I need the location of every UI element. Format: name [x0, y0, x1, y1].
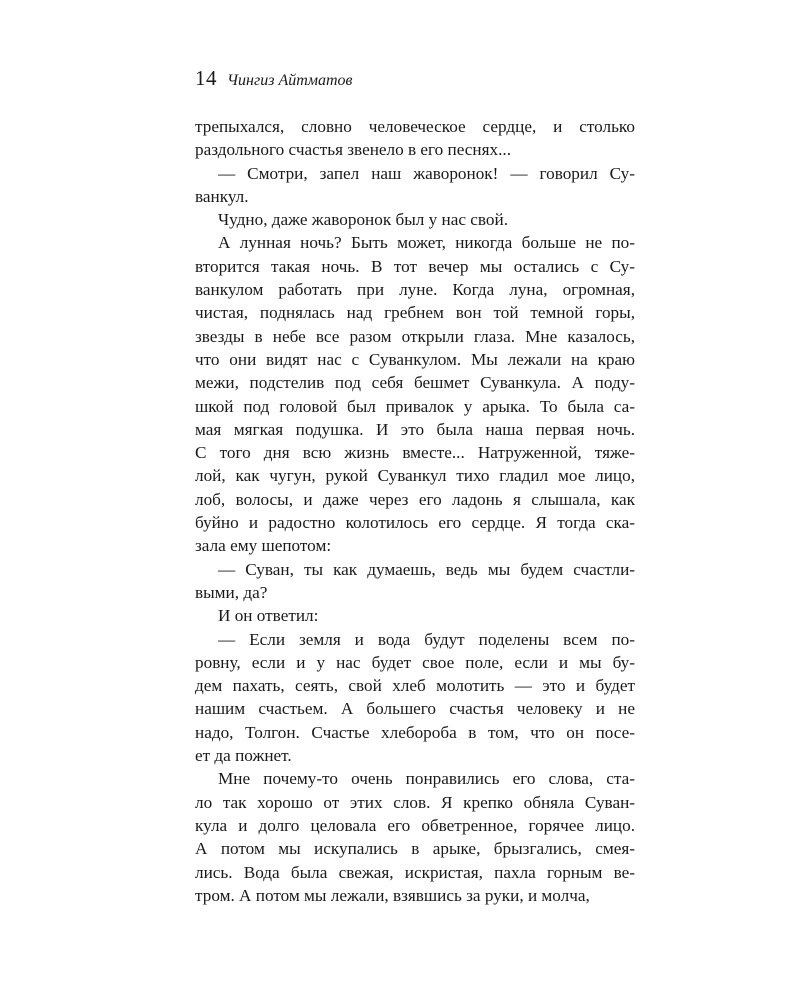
text-line: ванкулом работать при луне. Когда луна, огромная, — [195, 280, 635, 300]
paragraph — [195, 604, 635, 627]
paragraph — [195, 767, 635, 907]
text-line: И он ответил: — [218, 606, 319, 626]
paragraph — [195, 231, 635, 557]
paragraph — [195, 115, 635, 162]
text-line: — Суван, ты как думаешь, ведь мы будем счастли- — [218, 559, 635, 579]
body-text — [195, 115, 635, 907]
text-line: С того дня всю жизнь вместе... Натруженной, тяже- — [195, 443, 635, 463]
paragraph — [195, 162, 635, 209]
text-line: ло так хорошо от этих слов. Я крепко обняла Суван- — [195, 792, 635, 812]
page-number: 14 — [195, 66, 217, 90]
text-line: зала ему шепотом: — [195, 536, 332, 556]
text-line: ванкул. — [195, 186, 249, 206]
paragraph — [195, 628, 635, 768]
text-line: — Смотри, запел наш жаворонок! — говорил Су- — [218, 163, 635, 183]
text-line: А лунная ночь? Быть может, никогда больше не по- — [218, 233, 635, 253]
text-line: лоб, волосы, и даже через его ладонь я слышала, как — [195, 489, 635, 509]
text-line: — Если земля и вода будут поделены всем по- — [218, 629, 635, 649]
paragraph — [195, 558, 635, 605]
text-line: А потом мы искупались в арыке, брызгались, смея- — [195, 839, 635, 859]
paragraph — [195, 208, 635, 231]
text-line: что они видят нас с Суванкулом. Мы лежали на краю — [195, 349, 635, 369]
text-line: тром. А потом мы лежали, взявшись за руки, и молча, — [195, 885, 590, 905]
text-line: раздольного счастья звенело в его песнях... — [195, 140, 512, 160]
text-line: чистая, поднялась над гребнем вон той темной горы, — [195, 303, 635, 323]
text-line: межи, подстелив под себя бешмет Суванкула. А поду- — [195, 373, 635, 393]
text-line: Чудно, даже жаворонок был у нас свой. — [218, 210, 509, 230]
page-header — [195, 66, 352, 94]
text-line: ровну, если и у нас будет свое поле, если и мы бу- — [195, 652, 635, 672]
text-line: кула и долго целовала его обветренное, горячее лицо. — [195, 815, 635, 835]
text-line: звезды в небе все разом открыли глаза. Мне казалось, — [195, 326, 635, 346]
text-line: лись. Вода была свежая, искристая, пахла горным ве- — [195, 862, 635, 882]
running-title: Чингиз Айтматов — [227, 72, 353, 89]
text-line: шкой под головой был привалок у арыка. То была са- — [195, 396, 635, 416]
text-line: нашим счастьем. А большего счастья человеку и не — [195, 699, 635, 719]
text-line: вторится такая ночь. В тот вечер мы остались с Су- — [195, 256, 635, 276]
text-line: трепыхался, словно человеческое сердце, и столько — [195, 117, 635, 136]
text-line: Мне почему-то очень понравились его слова, ста- — [218, 769, 635, 789]
text-line: мая мягкая подушка. И это была наша первая ночь. — [195, 419, 635, 439]
text-line: выми, да? — [195, 582, 268, 602]
text-line: ет да пожнет. — [195, 746, 292, 766]
text-line: дем пахать, сеять, свой хлеб молотить — это и будет — [195, 676, 635, 696]
text-line: буйно и радостно колотилось его сердце. Я тогда ска- — [195, 513, 635, 533]
text-line: надо, Толгон. Счастье хлебороба в том, что он посе- — [195, 722, 635, 742]
text-line: лой, как чугун, рукой Суванкул тихо гладил мое лицо, — [195, 466, 635, 486]
